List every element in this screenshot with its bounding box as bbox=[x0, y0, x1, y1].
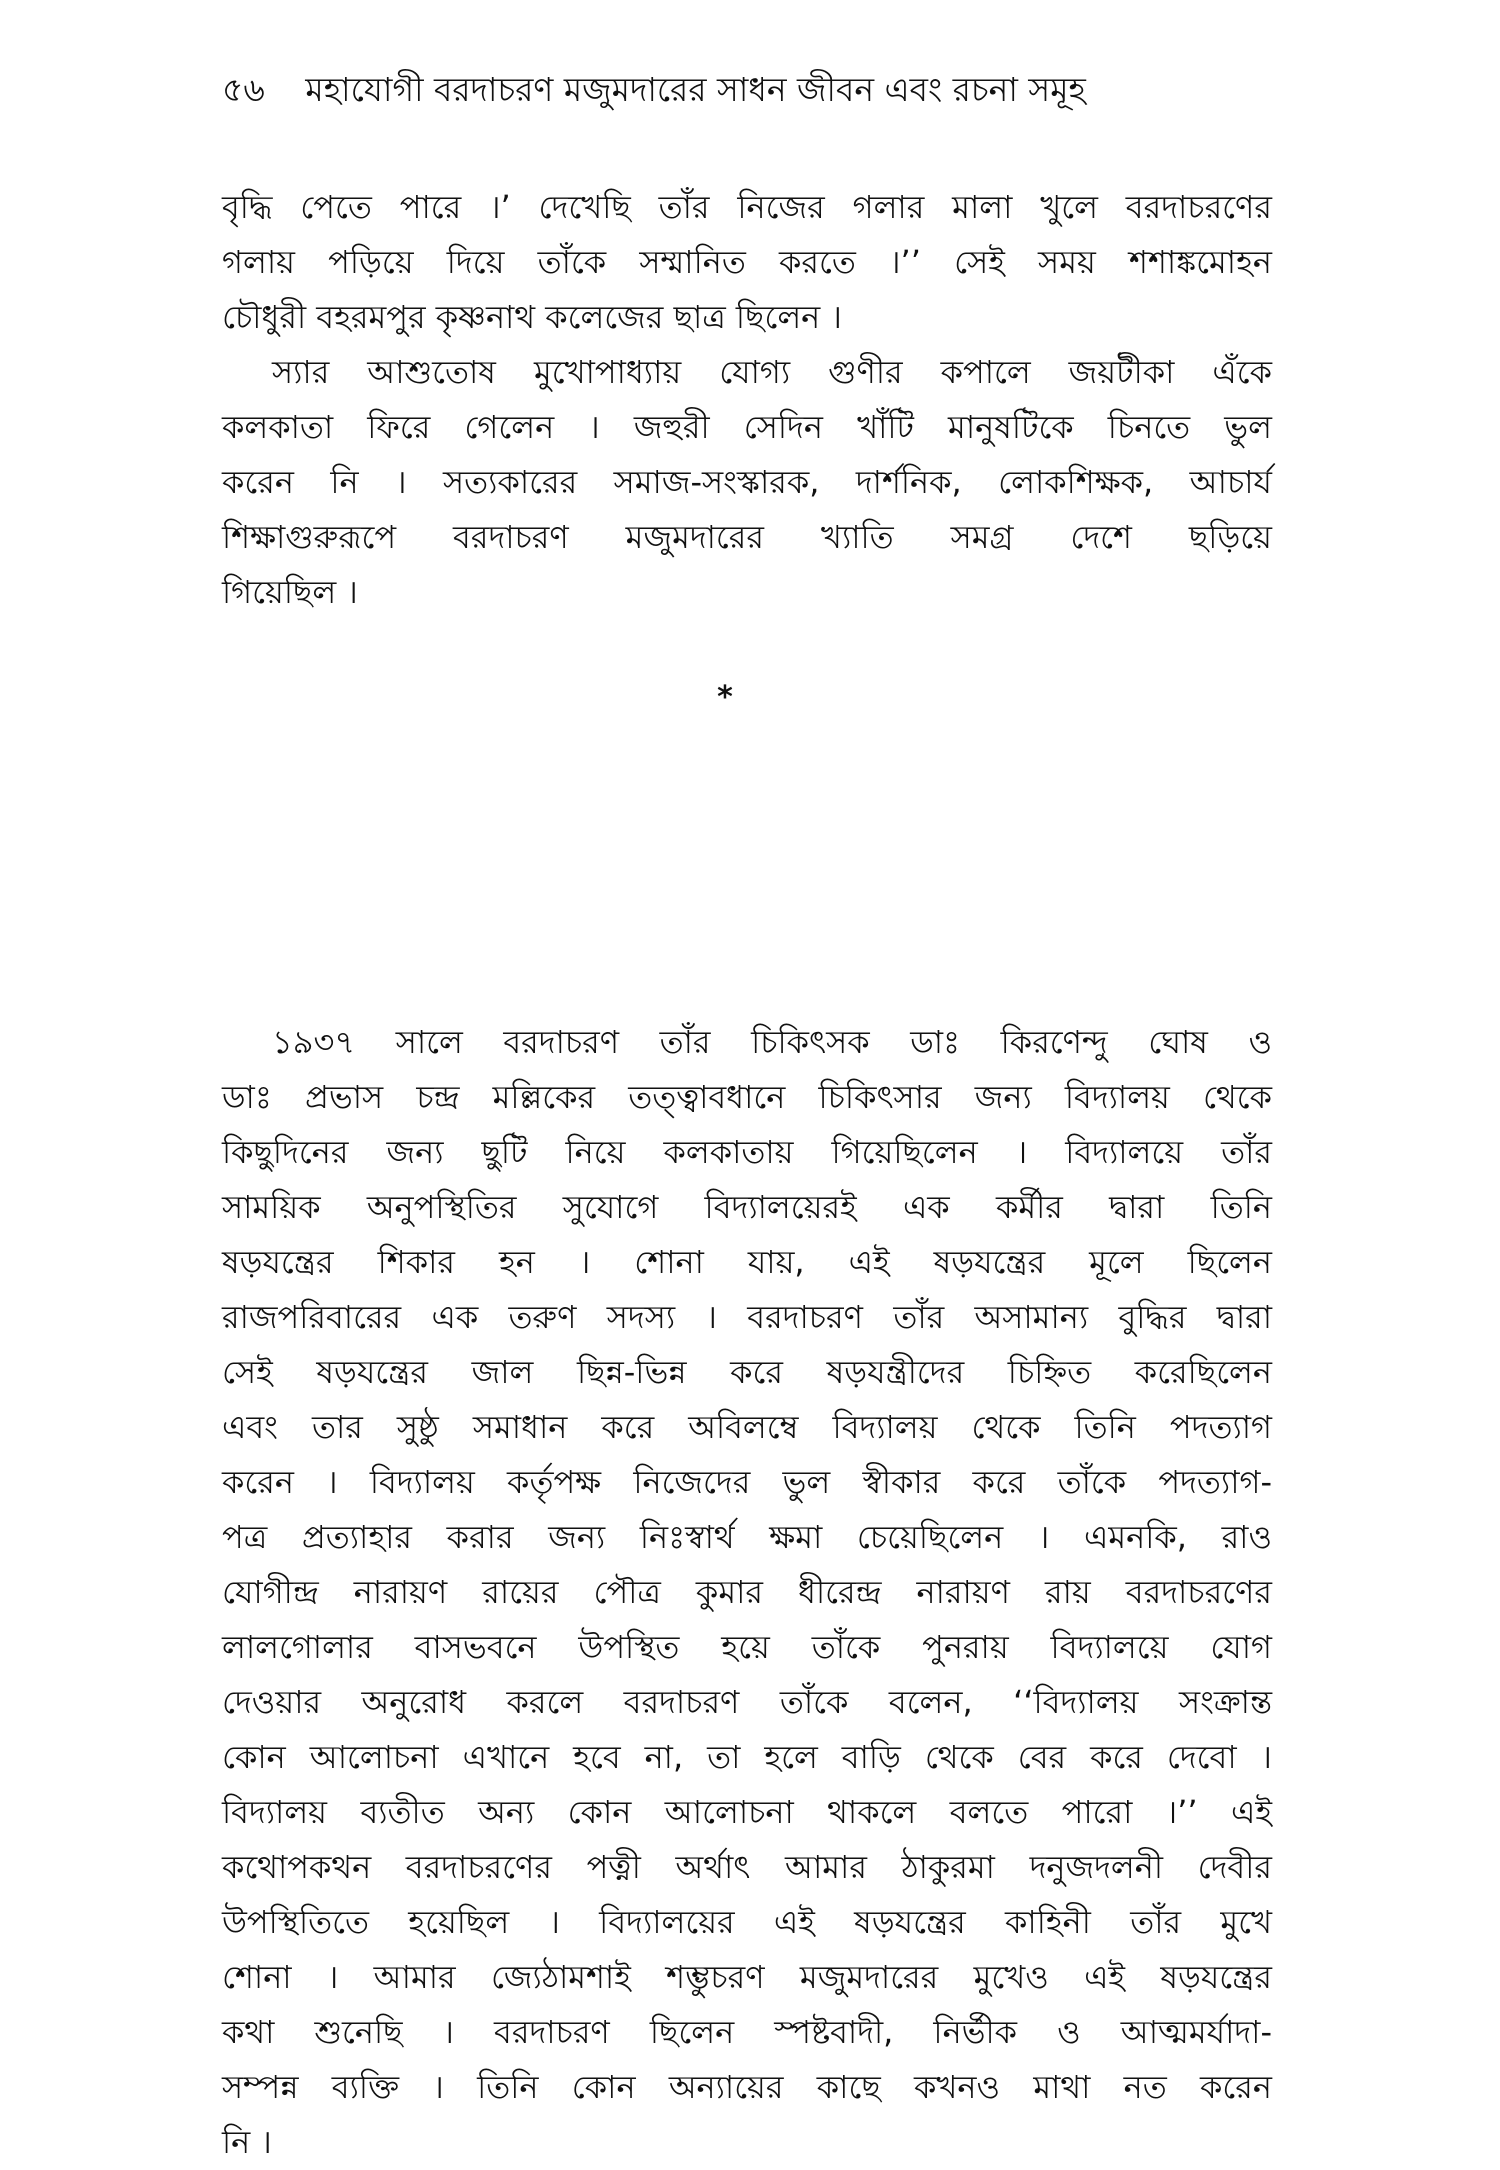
text-line: নি । bbox=[222, 2123, 272, 2161]
page-number: ৫৬ bbox=[222, 70, 265, 109]
text-line: সাময়িক অনুপস্থিতির সুযোগে বিদ্যালয়েরই এক কর্মীর দ্বারা তিনি bbox=[222, 1188, 1272, 1226]
text-line: কোন আলোচনা এখানে হবে না, তা হলে বাড়ি থেকে বের করে দেবো । bbox=[222, 1738, 1272, 1776]
text-line: যোগীন্দ্র নারায়ণ রায়ের পৌত্র কুমার ধীরেন্দ্র নারায়ণ রায় বরদাচরণের bbox=[222, 1573, 1272, 1611]
text-line: ডাঃ প্রভাস চন্দ্র মল্লিকের তত্ত্বাবধানে চিকিৎসার জন্য বিদ্যালয় থেকে bbox=[222, 1078, 1272, 1116]
text-line: শিক্ষাগুরুরূপে বরদাচরণ মজুমদারের খ্যাতি সমগ্র দেশে ছড়িয়ে bbox=[222, 518, 1272, 556]
text-line: করেন নি । সত্যকারের সমাজ-সংস্কারক, দার্শনিক, লোকশিক্ষক, আচার্য bbox=[222, 463, 1272, 501]
text-line: দেওয়ার অনুরোধ করলে বরদাচরণ তাঁকে বলেন, ‘‘বিদ্যালয় সংক্রান্ত bbox=[222, 1683, 1272, 1721]
text-line: কিছুদিনের জন্য ছুটি নিয়ে কলকাতায় গিয়েছিলেন । বিদ্যালয়ে তাঁর bbox=[222, 1133, 1272, 1171]
paragraph-block-2 bbox=[222, 1015, 1272, 2170]
running-header bbox=[222, 68, 1322, 112]
text-line: বৃদ্ধি পেতে পারে ।’ দেখেছি তাঁর নিজের গলার মালা খুলে বরদাচরণের bbox=[222, 188, 1272, 226]
text-line: চৌধুরী বহরমপুর কৃষ্ণনাথ কলেজের ছাত্র ছিলেন । bbox=[222, 298, 842, 336]
book-title: মহাযোগী বরদাচরণ মজুমদারের সাধন জীবন এবং রচনা সমূহ bbox=[305, 70, 1086, 109]
section-separator: * bbox=[717, 680, 733, 715]
text-line: গলায় পড়িয়ে দিয়ে তাঁকে সম্মানিত করতে ।’’ সেই সময় শশাঙ্কমোহন bbox=[222, 243, 1272, 281]
text-line: ১৯৩৭ সালে বরদাচরণ তাঁর চিকিৎসক ডাঃ কিরণেন্দু ঘোষ ও bbox=[272, 1023, 1272, 1061]
paragraph-block-1 bbox=[222, 180, 1272, 620]
text-line: কলকাতা ফিরে গেলেন । জহুরী সেদিন খাঁটি মানুষটিকে চিনতে ভুল bbox=[222, 408, 1272, 446]
text-line: বিদ্যালয় ব্যতীত অন্য কোন আলোচনা থাকলে বলতে পারো ।’’ এই bbox=[222, 1793, 1272, 1831]
text-line: কথা শুনেছি । বরদাচরণ ছিলেন স্পষ্টবাদী, নির্ভীক ও আত্মমর্যাদা- bbox=[222, 2013, 1272, 2051]
text-line: উপস্থিতিতে হয়েছিল । বিদ্যালয়ের এই ষড়যন্ত্রের কাহিনী তাঁর মুখে bbox=[222, 1903, 1272, 1941]
text-line: এবং তার সুষ্ঠু সমাধান করে অবিলম্বে বিদ্যালয় থেকে তিনি পদত্যাগ bbox=[222, 1408, 1272, 1446]
text-line: শোনা । আমার জ্যেঠামশাই শম্ভুচরণ মজুমদারের মুখেও এই ষড়যন্ত্রের bbox=[222, 1958, 1272, 1996]
text-line: স্যার আশুতোষ মুখোপাধ্যায় যোগ্য গুণীর কপালে জয়টীকা এঁকে bbox=[272, 353, 1272, 391]
text-line: করেন । বিদ্যালয় কর্তৃপক্ষ নিজেদের ভুল স্বীকার করে তাঁকে পদত্যাগ- bbox=[222, 1463, 1272, 1501]
text-line: সেই ষড়যন্ত্রের জাল ছিন্ন-ভিন্ন করে ষড়যন্ত্রীদের চিহ্নিত করেছিলেন bbox=[222, 1353, 1272, 1391]
text-line: ষড়যন্ত্রের শিকার হন । শোনা যায়, এই ষড়যন্ত্রের মূলে ছিলেন bbox=[222, 1243, 1272, 1281]
text-line: সম্পন্ন ব্যক্তি । তিনি কোন অন্যায়ের কাছে কখনও মাথা নত করেন bbox=[222, 2068, 1272, 2106]
text-line: পত্র প্রত্যাহার করার জন্য নিঃস্বার্থ ক্ষমা চেয়েছিলেন । এমনকি, রাও bbox=[222, 1518, 1272, 1556]
text-line: লালগোলার বাসভবনে উপস্থিত হয়ে তাঁকে পুনরায় বিদ্যালয়ে যোগ bbox=[222, 1628, 1272, 1666]
text-line: রাজপরিবারের এক তরুণ সদস্য । বরদাচরণ তাঁর অসামান্য বুদ্ধির দ্বারা bbox=[222, 1298, 1272, 1336]
text-line: কথোপকথন বরদাচরণের পত্নী অর্থাৎ আমার ঠাকুরমা দনুজদলনী দেবীর bbox=[222, 1848, 1272, 1886]
text-line: গিয়েছিল । bbox=[222, 573, 358, 611]
